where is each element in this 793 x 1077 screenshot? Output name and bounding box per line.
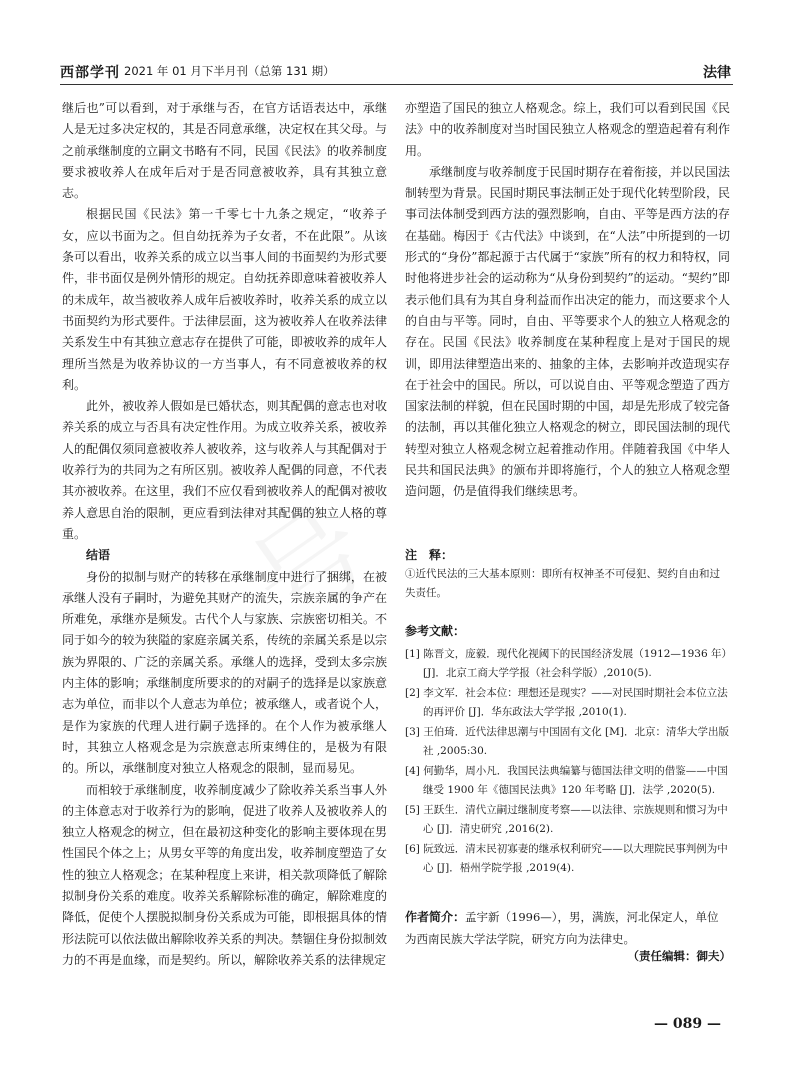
paragraph: 身份的拟制与财产的转移在承继制度中进行了捆绑，在被承继人没有子嗣时，为避免其财产的流失，宗族亲属的争产在所难免，承继亦是频发。古代个人与家族、宗族密切相关。不同于如今的较为狭隘的家庭亲属关系，传统的亲属关系是以宗族为界限的、广泛的亲属关系。承继人的选择，受到太多宗族内主体的影响；承继制度所要求的的对嗣子的选择是以家族意志为单位，而非以个人意志为单位；被承继人，或者说个人，是作为家族的代理人进行嗣子选择的。在个人作为被承继人时，其独立人格观念是为宗族意志所束缚住的，是极为有限的。所以，承继制度对独立人格观念的限制，显而易见。 (62, 569, 387, 776)
references-label: 参考文献： (405, 624, 466, 638)
reference-list (405, 645, 730, 877)
note-item: ①近代民法的三大基本原则：即所有权神圣不可侵犯、契约自由和过失责任。 (405, 568, 720, 599)
paragraph: 继后也”可以看到，对于承继与否，在官方话语表达中，承继人是无过多决定权的，其是否同意承继，决定权在其父母。与之前承继制度的立嗣文书略有不同，民国《民法》的收养制度要求被收养人在成年后对于是否同意被收养，具有其独立意志。 (62, 101, 387, 201)
notes-section (405, 546, 730, 603)
page-number: — 089 — (654, 1016, 721, 1032)
author-label: 作者简介： (405, 910, 466, 924)
reference-item: [5] 王跃生．清代立嗣过继制度考察——以法律、宗族规则和惯习为中心 [J]．清史研究 ,2016(2). (405, 804, 728, 835)
paragraph: 此外，被收养人假如是已婚状态，则其配偶的意志也对收养关系的成立与否具有决定性作用。为成立收养关系，被收养人的配偶仅须同意被收养人被收养，这与收养人与其配偶对于收养行为的共同为之有所区别。被收养人配偶的同意，不代表其亦被收养。在这里，我们不应仅看到被收养人的配偶对被收养人意思自治的限制，更应看到法律对其配偶的独立人格的尊重。 (62, 399, 387, 541)
issue-info: 2021 年 01 月下半月刊（总第 131 期） (124, 64, 335, 78)
paragraph: 承继制度与收养制度于民国时期存在着衔接，并以民国法制转型为背景。民国时期民事法制正处于现代化转型阶段，民事司法体制受到西方法的强烈影响，自由、平等是西方法的存在基础。梅因于《古代法》中谈到，在“人法”中所提到的一切形式的“身份”都起源于古代属于“家族”所有的权力和特权，同时他将进步社会的运动称为“从身份到契约”的运动。“契约”即表示他们具有为其自身利益而作出决定的能力，而这要求个人的自由与平等。同时，自由、平等要求个人的独立人格观念的存在。民国《民法》收养制度在某种程度上是对于国民的规训，即用法律塑造出来的、抽象的主体，去影响并改造现实存在于社会中的国民。所以，可以说自由、平等观念塑造了西方国家法制的样貌，但在民国时期的中国，却是先形成了较完备的法制，再以其催化独立人格观念的树立，即民国法制的现代转型对独立人格观念树立起着推动作用。伴随着我国《中华人民共和国民法典》的颁布并即将施行，个人的独立人格观念塑造问题，仍是值得我们继续思考。 (405, 164, 730, 499)
conclusion-heading: 结语 (86, 548, 111, 563)
right-column (405, 98, 730, 503)
author-bio (405, 906, 730, 950)
references-section (405, 622, 730, 879)
journal-logo: 西部学刊 (60, 65, 120, 81)
left-column (62, 98, 387, 971)
reference-item: [2] 李文军．社会本位：理想还是现实？——对民国时期社会本位立法的再评价 [J]．华东政法大学学报 ,2010(1). (405, 687, 728, 718)
reference-item: [3] 王伯琦．近代法律思潮与中国固有文化 [M]．北京：清华大学出版社 ,2005:30. (405, 726, 729, 757)
responsible-editor: （责任编辑：御夫） (627, 949, 731, 963)
reference-item: [1] 陈晋文，庞毅．现代化视阈下的民国经济发展（1912—1936 年）[J]．北京工商大学学报（社会科学版）,2010(5). (405, 648, 727, 679)
author-text: 孟宇新（1996—），男，满族，河北保定人，单位为西南民族大学法学院，研究方向为法律史。 (405, 910, 719, 946)
notes-label: 注 释： (405, 548, 454, 562)
reference-item: [6] 阮致远．清末民初寡妻的继承权利研究——以大理院民事判例为中心 [J]．梧州学院学报 ,2019(4). (405, 843, 728, 874)
paragraph: 而相较于承继制度，收养制度减少了除收养关系当事人外的主体意志对于收养行为的影响，促进了收养人及被收养人的独立人格观念的树立，但在最初这种变化的影响主要体现在男性国民个体之上；从男女平等的角度出发，收养制度塑造了女性的独立人格观念；在某种程度上来讲，相关款项降低了解除拟制身份关系的难度。收养关系解除标准的确定，解除难度的降低，促使个人摆脱拟制身份关系成为可能，即根据具体的情形法院可以依法做出解除收养关系的判决。禁锢住身份拟制效力的不再是血缘，而是契约。所以，解除收养关系的法律规定 (62, 782, 387, 967)
reference-item: [4] 何勤华，周小凡．我国民法典编纂与德国法律文明的借鉴——中国继受 1900 年《德国民法典》120 年考略 [J]．法学 ,2020(5). (405, 765, 728, 796)
page-header (60, 60, 733, 82)
paragraph: 亦塑造了国民的独立人格观念。综上，我们可以看到民国《民法》中的收养制度对当时国民独立人格观念的塑造起着有利作用。 (405, 101, 730, 158)
paragraph: 根据民国《民法》第一千零七十九条之规定，“收养子女，应以书面为之。但自幼抚养为子女者，不在此限”。从该条可以看出，收养关系的成立以当事人间的书面契约为形式要件，非书面仅是例外情形的规定。自幼抚养即意味着被收养人的未成年，故当被收养人成年后被收养时，收养关系的成立以书面契约为形式要件。于法律层面，这为被收养人在收养法律关系发生中有其独立意志存在提供了可能，即被收养的成年人理所当然是为收养协议的一方当事人，有不同意被收养的权利。 (62, 207, 387, 392)
section-title: 法律 (703, 65, 731, 81)
header-rule (60, 84, 733, 85)
